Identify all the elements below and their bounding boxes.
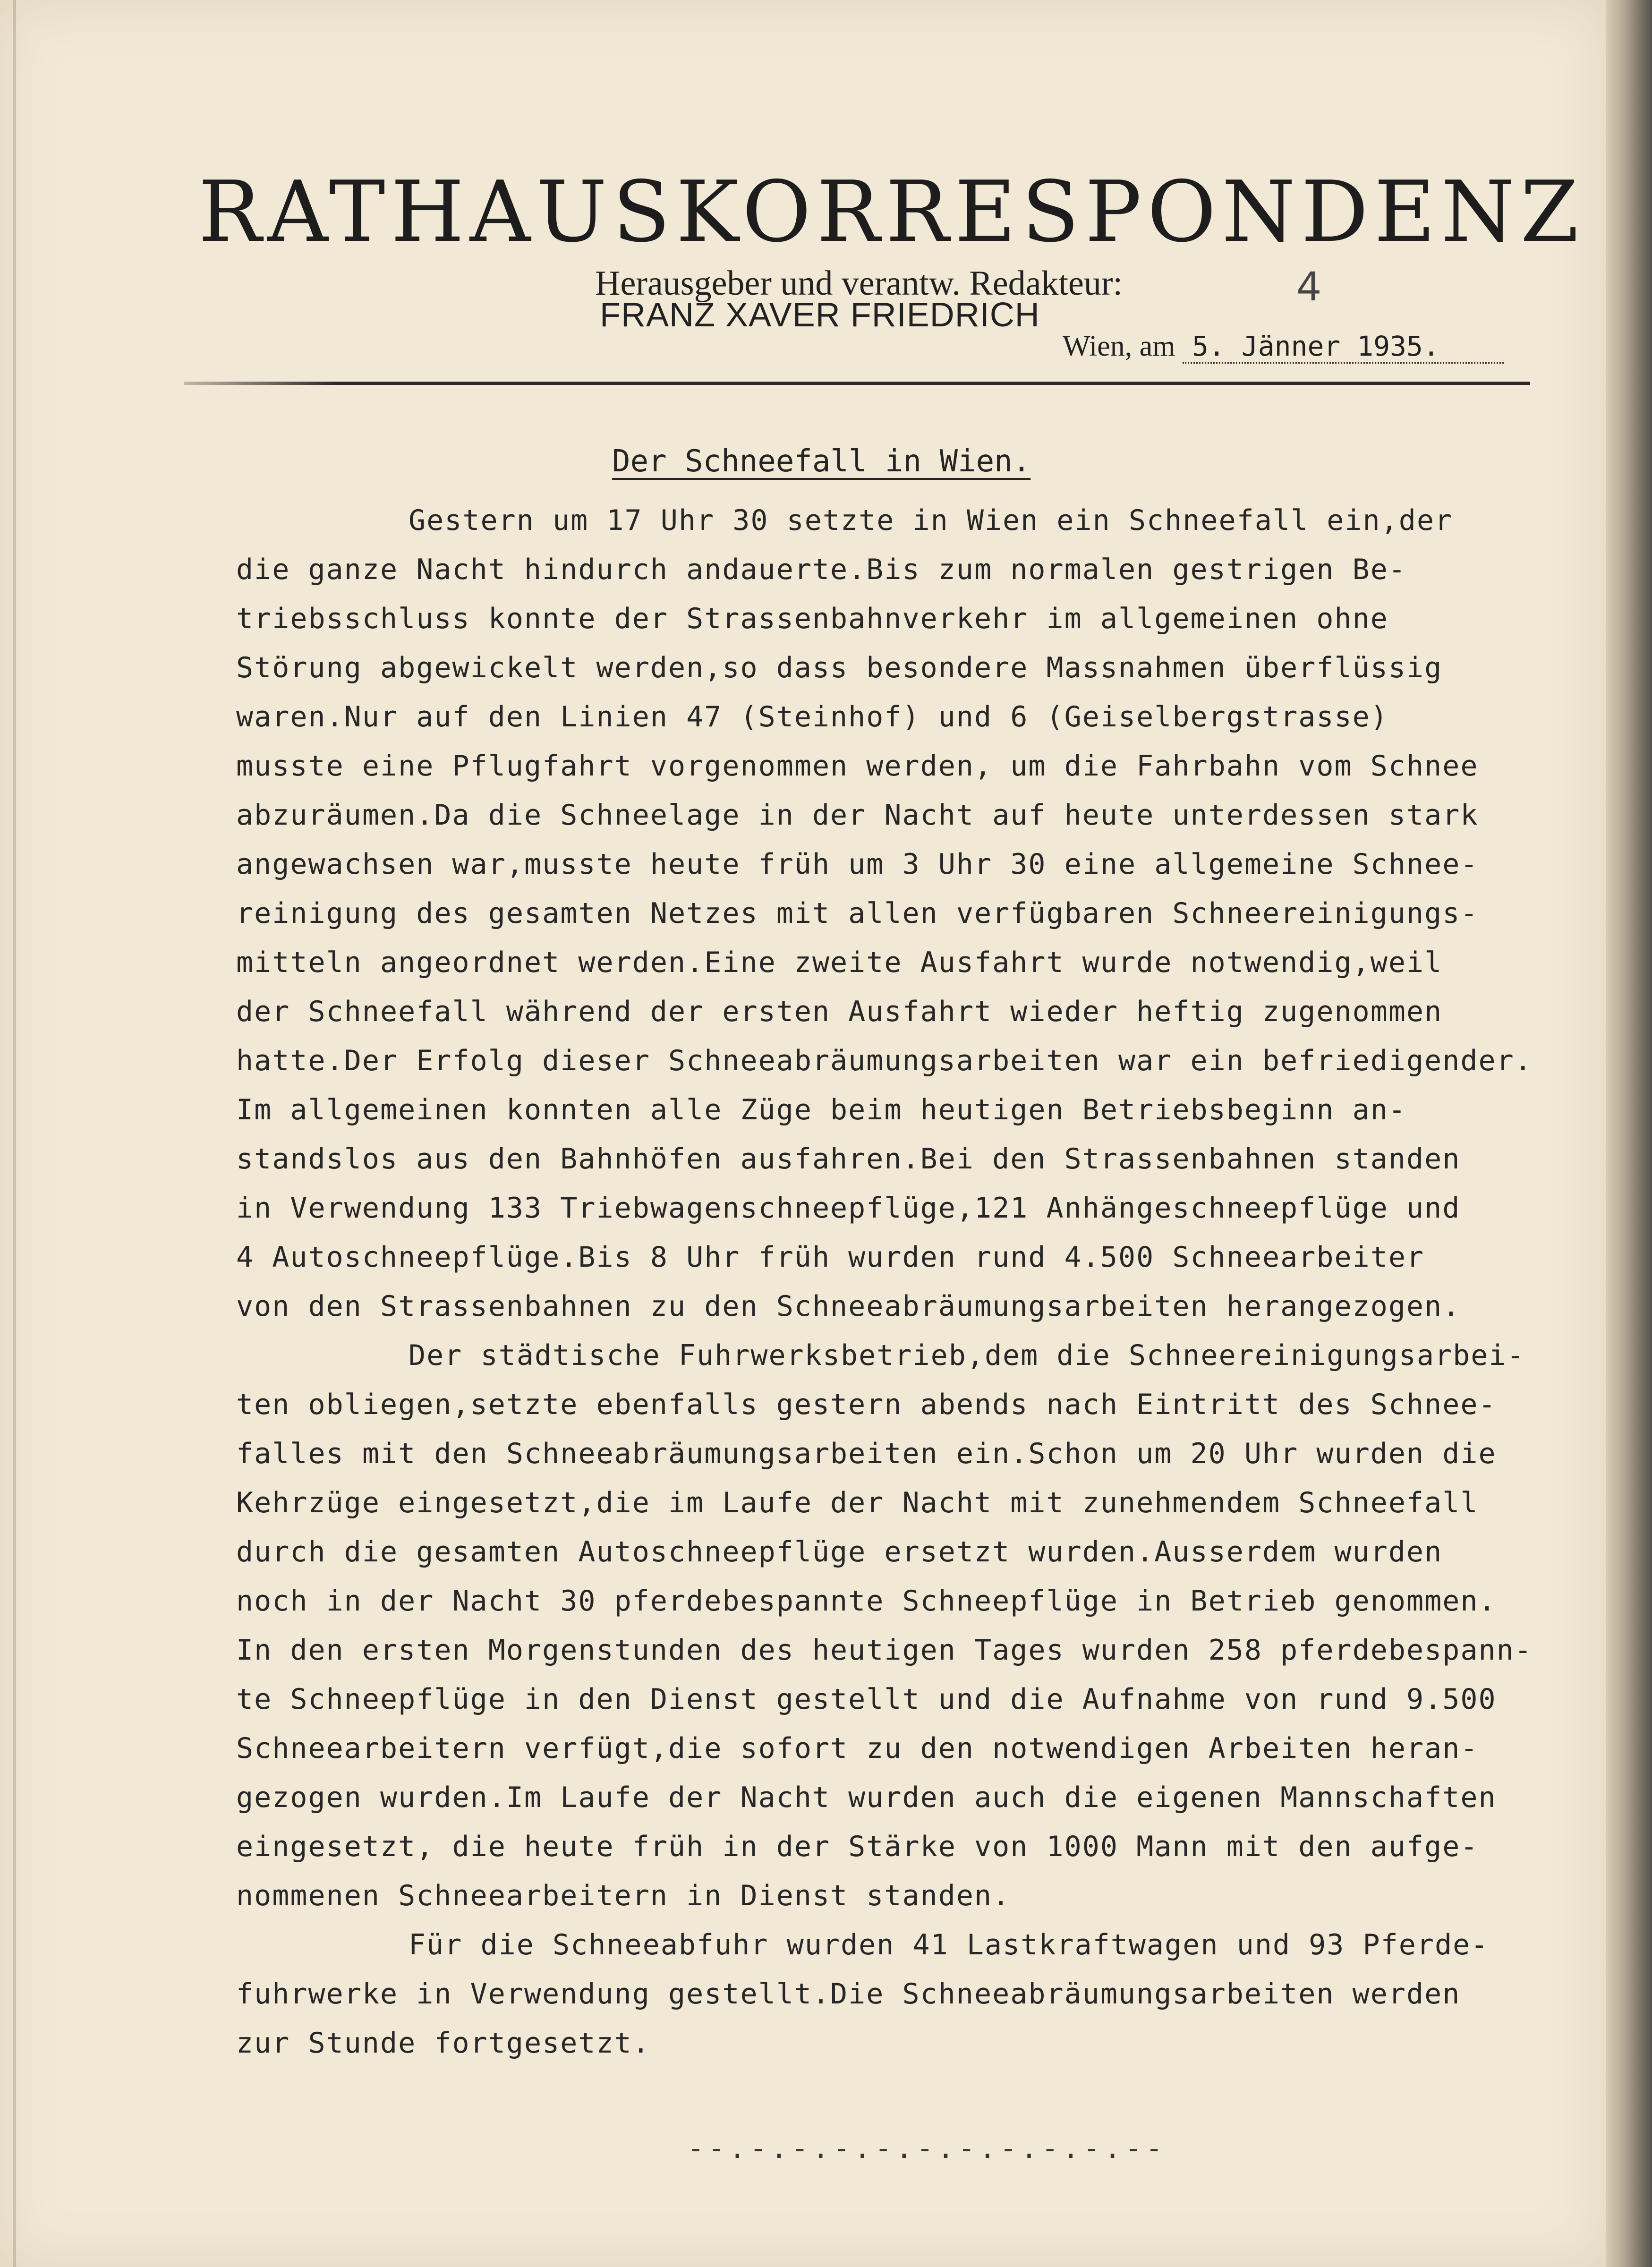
page-edge xyxy=(1606,0,1652,2267)
article-line: Schneearbeitern verfügt,die sofort zu den notwendigen Arbeiten heran- xyxy=(236,1732,1479,1765)
article-line: reinigung des gesamten Netzes mit allen verfügbaren Schneereinigungs- xyxy=(236,897,1479,930)
article-line: te Schneepflüge in den Dienst gestellt und die Aufnahme von rund 9.500 xyxy=(236,1683,1497,1716)
article-line: ten obliegen,setzte ebenfalls gestern abends nach Eintritt des Schnee- xyxy=(236,1388,1497,1421)
article-line: 4 Autoschneepflüge.Bis 8 Uhr früh wurden rund 4.500 Schneearbeiter xyxy=(236,1241,1425,1274)
editor-name: FRANZ XAVER FRIEDRICH xyxy=(600,296,1040,334)
article-line: falles mit den Schneeabräumungsarbeiten ein.Schon um 20 Uhr wurden die xyxy=(236,1437,1497,1470)
publisher-label: Herausgeber und verantw. Redakteur: xyxy=(595,264,1123,303)
article-line: durch die gesamten Autoschneepflüge ersetzt wurden.Ausserdem wurden xyxy=(236,1535,1443,1568)
article-line: Für die Schneeabfuhr wurden 41 Lastkraftwagen und 93 Pferde- xyxy=(409,1928,1489,1961)
letterhead xyxy=(0,0,1606,425)
article-line: angewachsen war,musste heute früh um 3 Uhr 30 eine allgemeine Schnee- xyxy=(236,848,1479,881)
date-value: 5. Jänner 1935. xyxy=(1183,330,1504,364)
masthead-title: RATHAUSKORRESPONDENZ xyxy=(198,163,1584,261)
page-number: 4 xyxy=(1296,264,1322,310)
article-line: in Verwendung 133 Triebwagenschneepflüge,121 Anhängeschneepflüge und xyxy=(236,1192,1461,1225)
article-line: hatte.Der Erfolg dieser Schneeabräumungsarbeiten war ein befriedigender. xyxy=(236,1044,1533,1077)
date-line xyxy=(1063,330,1504,364)
article-line: abzuräumen.Da die Schneelage in der Nacht auf heute unterdessen stark xyxy=(236,799,1479,832)
article-line: triebsschluss konnte der Strassenbahnverkehr im allgemeinen ohne xyxy=(236,602,1388,635)
article-line: Gestern um 17 Uhr 30 setzte in Wien ein Schneefall ein,der xyxy=(409,504,1453,537)
article-line: eingesetzt, die heute früh in der Stärke von 1000 Mann mit den aufge- xyxy=(236,1830,1479,1863)
header-rule xyxy=(184,382,1530,385)
end-separator: --.-.-.-.-.-.-.-.-.-.-- xyxy=(687,2132,1167,2165)
article-line: zur Stunde fortgesetzt. xyxy=(236,2027,650,2060)
article-line: von den Strassenbahnen zu den Schneeabräumungsarbeiten herangezogen. xyxy=(236,1290,1461,1323)
article-line: fuhrwerke in Verwendung gestellt.Die Schneeabräumungsarbeiten werden xyxy=(236,1977,1461,2011)
article-line: mitteln angeordnet werden.Eine zweite Ausfahrt wurde notwendig,weil xyxy=(236,946,1443,979)
article-line: musste eine Pflugfahrt vorgenommen werden, um die Fahrbahn vom Schnee xyxy=(236,750,1479,783)
article-line: standslos aus den Bahnhöfen ausfahren.Bei den Strassenbahnen standen xyxy=(236,1142,1461,1176)
article-line: gezogen wurden.Im Laufe der Nacht wurden auch die eigenen Mannschaften xyxy=(236,1781,1497,1814)
article xyxy=(0,425,1606,2220)
article-line: nommenen Schneearbeitern in Dienst standen. xyxy=(236,1879,1011,1912)
article-line: Kehrzüge eingesetzt,die im Laufe der Nacht mit zunehmendem Schneefall xyxy=(236,1486,1479,1519)
article-line: noch in der Nacht 30 pferdebespannte Schneepflüge in Betrieb genommen. xyxy=(236,1585,1497,1618)
article-line: Im allgemeinen konnten alle Züge beim heutigen Betriebsbeginn an- xyxy=(236,1093,1406,1126)
article-line: In den ersten Morgenstunden des heutigen Tages wurden 258 pferdebespann- xyxy=(236,1634,1533,1667)
article-line: der Schneefall während der ersten Ausfahrt wieder heftig zugenommen xyxy=(236,995,1443,1028)
article-line: Störung abgewickelt werden,so dass besondere Massnahmen überflüssig xyxy=(236,651,1443,684)
article-line: die ganze Nacht hindurch andauerte.Bis zum normalen gestrigen Be- xyxy=(236,553,1406,586)
article-line: waren.Nur auf den Linien 47 (Steinhof) und 6 (Geiselbergstrasse) xyxy=(236,700,1388,733)
date-prefix: Wien, am xyxy=(1063,330,1175,362)
article-line: Der städtische Fuhrwerksbetrieb,dem die Schneereinigungsarbei- xyxy=(409,1339,1525,1372)
article-title: Der Schneefall in Wien. xyxy=(612,444,1031,479)
header-rule-fade xyxy=(184,382,335,385)
